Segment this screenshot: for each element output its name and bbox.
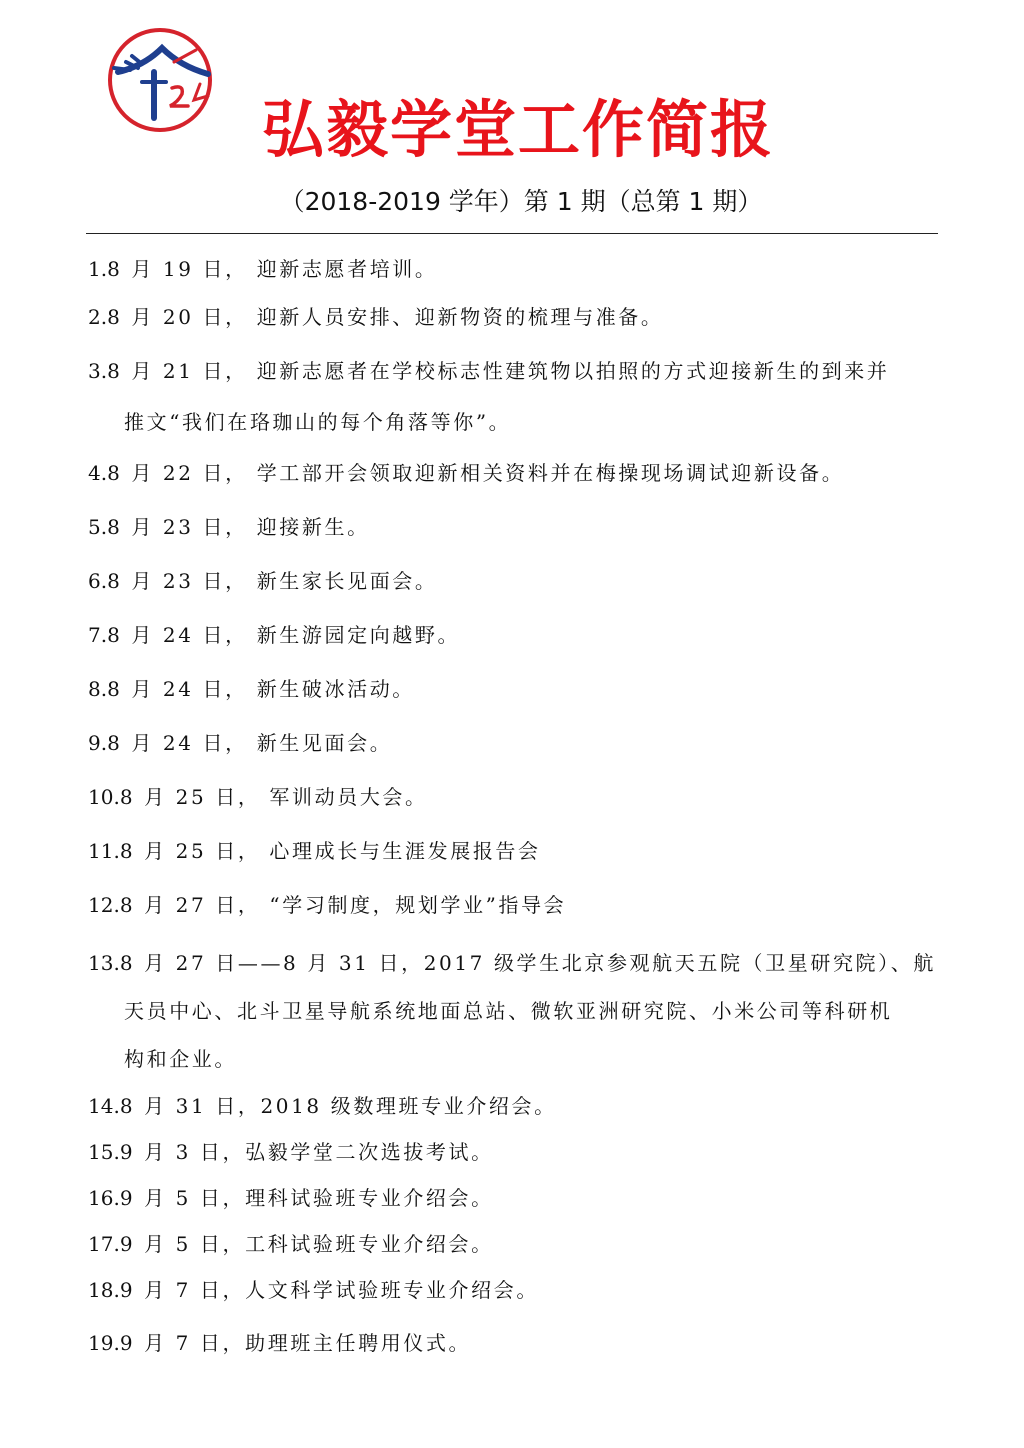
list-item (88, 611, 940, 659)
item-text-continued: 推文“我们在珞珈山的每个角落等你”。 (124, 410, 512, 434)
item-number: 16. (88, 1186, 120, 1210)
item-number: 5. (88, 515, 108, 539)
list-item (88, 773, 940, 821)
item-text: 9 月 5 日，工科试验班专业介绍会。 (119, 1232, 494, 1256)
header-divider (86, 233, 938, 234)
item-text: 9 月 7 日，助理班主任聘用仪式。 (119, 1331, 472, 1355)
item-number: 18. (88, 1278, 120, 1302)
list-item (88, 503, 940, 551)
list-item (88, 1083, 940, 1129)
document-title: 弘毅学堂工作简报 (262, 93, 775, 166)
item-number: 13. (88, 951, 120, 975)
list-item (88, 665, 940, 713)
item-number: 19. (88, 1331, 120, 1355)
item-number: 1. (88, 257, 108, 281)
item-text-continued: 构和企业。 (124, 1047, 237, 1071)
item-text: 8 月 22 日， 学工部开会领取迎新相关资料并在梅操现场调试迎新设备。 (107, 461, 845, 485)
item-text: 8 月 19 日， 迎新志愿者培训。 (107, 257, 438, 281)
item-text: 8 月 27 日——8 月 31 日，2017 级学生北京参观航天五院（卫星研究院）、航 (119, 951, 936, 975)
item-number: 3. (88, 359, 108, 383)
item-text-continued: 天员中心、北斗卫星导航系统地面总站、微软亚洲研究院、小米公司等科研机 (124, 999, 893, 1023)
item-number: 10. (88, 785, 120, 809)
item-text: 8 月 21 日， 迎新志愿者在学校标志性建筑物以拍照的方式迎接新生的到来并 (107, 359, 890, 383)
list-item (88, 1175, 940, 1221)
item-text: 8 月 24 日， 新生游园定向越野。 (107, 623, 461, 647)
item-text: 8 月 20 日， 迎新人员安排、迎新物资的梳理与准备。 (107, 305, 664, 329)
item-number: 7. (88, 623, 108, 647)
item-text: 8 月 24 日， 新生破冰活动。 (107, 677, 415, 701)
event-list (88, 245, 940, 1367)
item-number: 12. (88, 893, 120, 917)
item-number: 4. (88, 461, 108, 485)
item-number: 8. (88, 677, 108, 701)
hongyi-logo-icon (104, 22, 228, 146)
item-text: 9 月 3 日，弘毅学堂二次选拔考试。 (119, 1140, 494, 1164)
item-text: 8 月 24 日， 新生见面会。 (107, 731, 393, 755)
list-item (88, 881, 940, 929)
item-text: 9 月 7 日，人文科学试验班专业介绍会。 (119, 1278, 539, 1302)
list-item (88, 827, 940, 875)
item-number: 15. (88, 1140, 120, 1164)
item-text: 8 月 25 日， 军训动员大会。 (119, 785, 428, 809)
item-number: 17. (88, 1232, 120, 1256)
list-item (88, 449, 940, 497)
item-number: 2. (88, 305, 108, 329)
list-item (88, 1267, 940, 1313)
list-item (88, 719, 940, 767)
list-item (88, 347, 940, 449)
item-text: 9 月 5 日，理科试验班专业介绍会。 (119, 1186, 494, 1210)
list-item (88, 557, 940, 605)
item-text: 8 月 23 日， 迎接新生。 (107, 515, 370, 539)
item-text: 8 月 25 日， 心理成长与生涯发展报告会 (119, 839, 541, 863)
item-number: 9. (88, 731, 108, 755)
list-item (88, 1221, 940, 1267)
list-item (88, 245, 940, 293)
college-logo (104, 22, 228, 146)
issue-subtitle: （2018-2019 学年）第 1 期（总第 1 期） (279, 187, 763, 216)
item-text: 8 月 31 日，2018 级数理班专业介绍会。 (119, 1094, 557, 1118)
item-text: 8 月 23 日， 新生家长见面会。 (107, 569, 438, 593)
list-item (88, 939, 940, 1083)
list-item (88, 1319, 940, 1367)
item-text: 8 月 27 日， “学习制度，规划学业”指导会 (119, 893, 567, 917)
list-item (88, 1129, 940, 1175)
item-number: 14. (88, 1094, 120, 1118)
item-number: 11. (88, 839, 120, 863)
item-number: 6. (88, 569, 108, 593)
list-item (88, 293, 940, 341)
